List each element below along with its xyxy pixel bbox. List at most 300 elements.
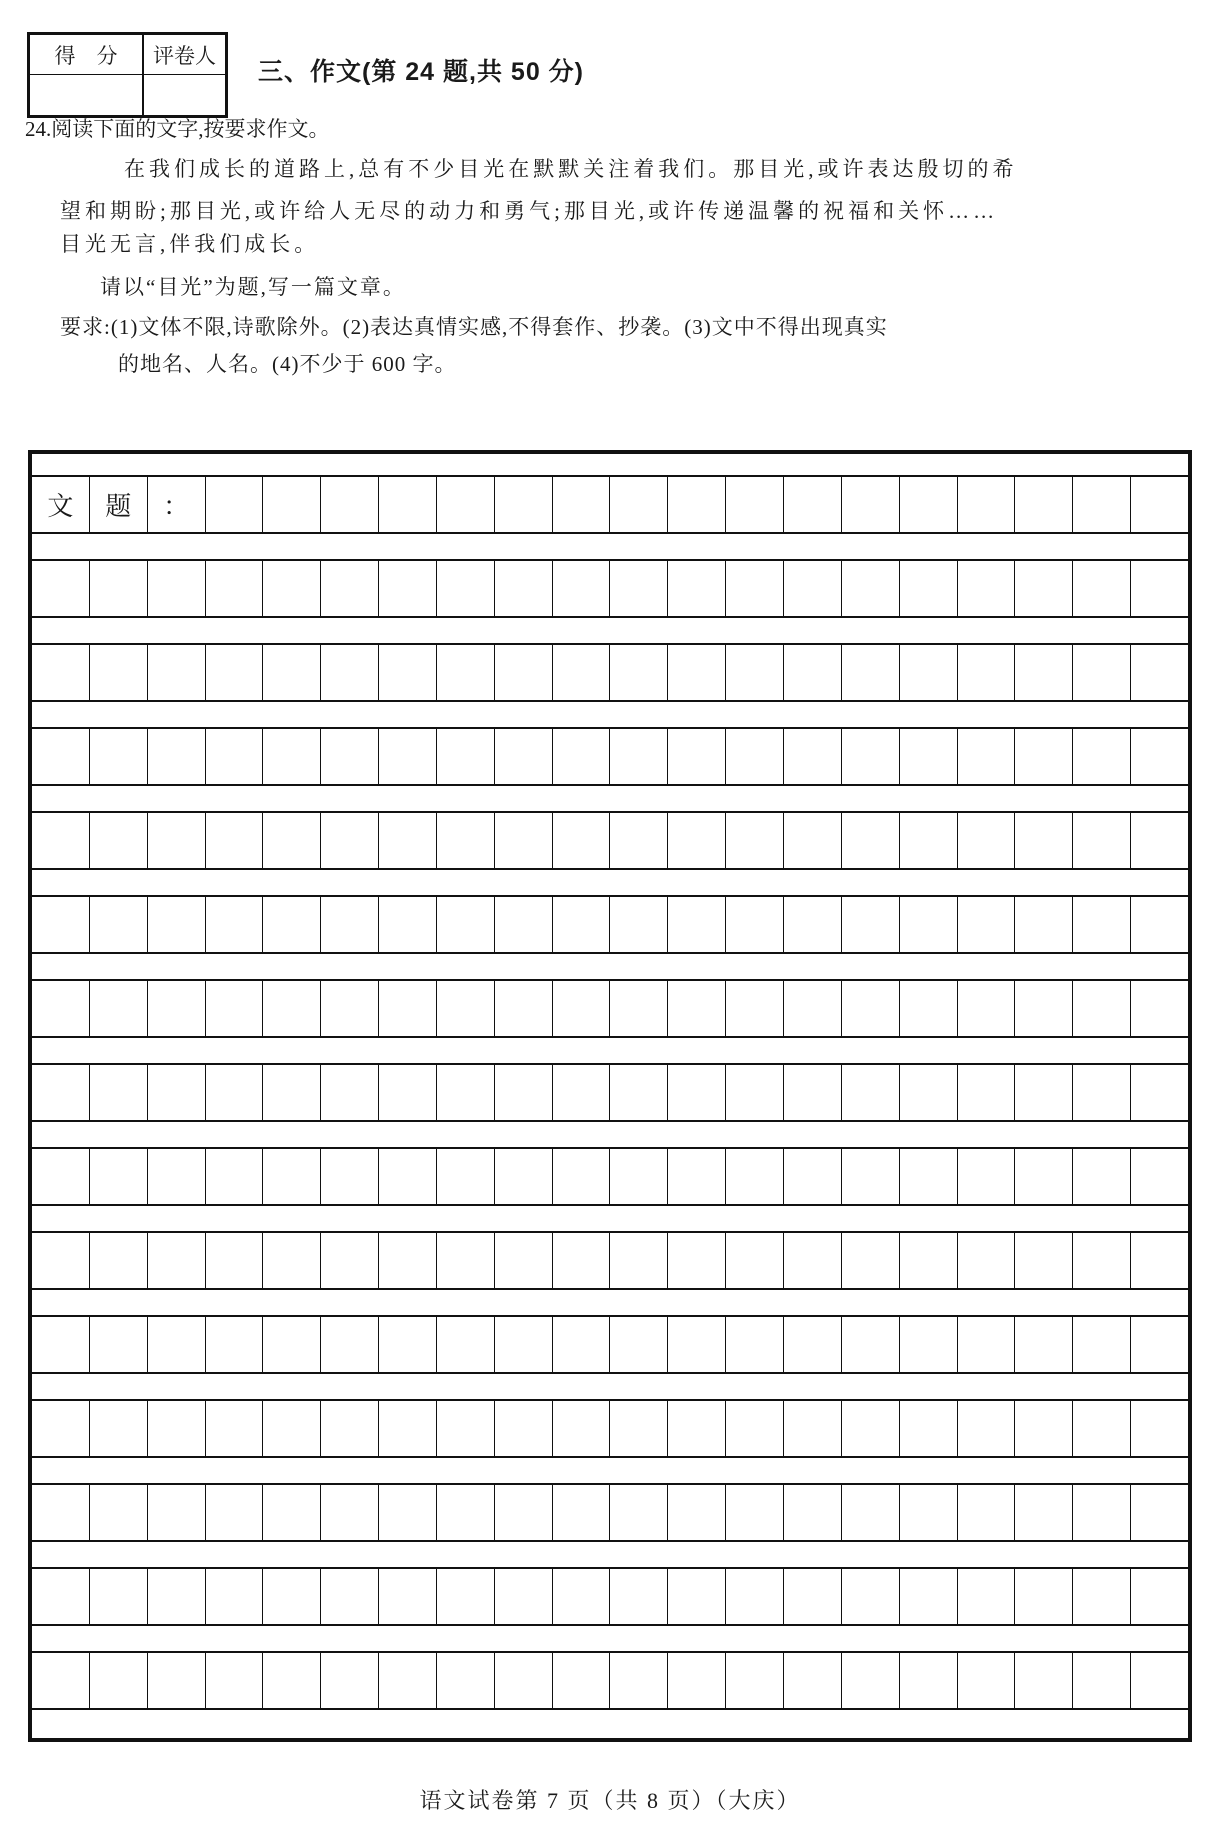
essay-cell [726,477,784,532]
essay-cell [784,1653,842,1708]
essay-cell [900,1317,958,1372]
essay-cell [90,897,148,952]
essay-cell [90,645,148,700]
essay-cell [610,1317,668,1372]
essay-cell [437,561,495,616]
essay-cell [784,645,842,700]
essay-cell [1131,897,1188,952]
essay-cell [726,1653,784,1708]
essay-cell [1131,813,1188,868]
essay-cell [1015,1569,1073,1624]
essay-cell [90,981,148,1036]
essay-cell [206,729,264,784]
essay-cell [206,645,264,700]
essay-cell [553,1317,611,1372]
essay-title-cell: ： [148,477,206,532]
essay-cell [321,1065,379,1120]
essay-cell [1015,981,1073,1036]
essay-cell [784,477,842,532]
essay-cell [263,1401,321,1456]
essay-cell [784,1317,842,1372]
passage-line: 望和期盼;那目光,或许给人无尽的动力和勇气;那目光,或许传递温馨的祝福和关怀…… [60,199,999,223]
essay-cell [206,1149,264,1204]
essay-cell [842,813,900,868]
essay-cell [263,981,321,1036]
essay-cell [1073,1485,1131,1540]
essay-cell [1073,1653,1131,1708]
essay-cell [206,477,264,532]
essay-cell [437,1653,495,1708]
essay-cell [958,1065,1016,1120]
essay-cell [321,813,379,868]
essay-cell [379,981,437,1036]
essay-cell [1131,1485,1188,1540]
score-value-cell [30,75,144,115]
essay-cell [610,981,668,1036]
essay-cell [321,1233,379,1288]
essay-cell [610,1485,668,1540]
essay-cell [263,1065,321,1120]
essay-cell [263,1233,321,1288]
essay-cell [900,645,958,700]
essay-cell [1015,729,1073,784]
essay-cell [90,1485,148,1540]
essay-cell [148,729,206,784]
essay-cell [900,1065,958,1120]
essay-cell [321,1401,379,1456]
essay-cell [784,729,842,784]
essay-cell [321,477,379,532]
essay-cell [1015,1653,1073,1708]
essay-cell [610,1401,668,1456]
essay-cell [263,1317,321,1372]
essay-cell [784,897,842,952]
essay-cell [321,1653,379,1708]
essay-cell [900,477,958,532]
essay-cell [379,1485,437,1540]
essay-cell [668,561,726,616]
essay-cell [495,1233,553,1288]
essay-cell [842,1401,900,1456]
essay-cell [32,1065,90,1120]
requirement-line: 要求:(1)文体不限,诗歌除外。(2)表达真情实感,不得套作、抄袭。(3)文中不得出现真实 [60,315,888,339]
question-number-line: 24.阅读下面的文字,按要求作文。 [25,117,330,141]
essay-cell [1131,729,1188,784]
essay-cell [321,1149,379,1204]
essay-cell [553,561,611,616]
essay-cell [784,1065,842,1120]
essay-cell [321,561,379,616]
essay-cell [263,1485,321,1540]
essay-grid-row [32,1063,1188,1122]
essay-cell [958,729,1016,784]
essay-cell [263,1569,321,1624]
essay-cell [379,561,437,616]
essay-cell [495,1065,553,1120]
essay-cell [495,1653,553,1708]
essay-cell [958,1317,1016,1372]
essay-cell [610,813,668,868]
essay-cell [90,1233,148,1288]
essay-cell [1073,1401,1131,1456]
essay-cell [1015,477,1073,532]
essay-cell [668,1065,726,1120]
essay-cell [32,1233,90,1288]
essay-cell [495,1569,553,1624]
essay-cell [495,813,553,868]
essay-cell [263,813,321,868]
essay-cell [900,1569,958,1624]
essay-cell [148,1149,206,1204]
essay-title-cell: 题 [90,477,148,532]
essay-cell [90,1569,148,1624]
essay-cell [1015,561,1073,616]
essay-cell [437,1317,495,1372]
essay-cell [90,1317,148,1372]
essay-cell [1015,1317,1073,1372]
essay-cell [206,1401,264,1456]
essay-cell [900,1401,958,1456]
essay-cell [958,1653,1016,1708]
essay-cell [32,1401,90,1456]
essay-cell [1073,981,1131,1036]
essay-cell [148,645,206,700]
essay-cell [958,981,1016,1036]
essay-cell [321,1485,379,1540]
essay-cell [726,1317,784,1372]
essay-cell [842,729,900,784]
essay-cell [842,1233,900,1288]
essay-cell [1073,645,1131,700]
essay-cell [263,897,321,952]
essay-cell [1015,645,1073,700]
essay-cell [90,729,148,784]
essay-cell [32,1569,90,1624]
essay-grid-row [32,979,1188,1038]
essay-cell [437,1485,495,1540]
essay-cell [900,1149,958,1204]
essay-cell [1131,1401,1188,1456]
passage-line: 在我们成长的道路上,总有不少目光在默默关注着我们。那目光,或许表达殷切的希 [124,157,1018,181]
essay-cell [784,1401,842,1456]
essay-grid-row [32,1651,1188,1710]
essay-cell [379,897,437,952]
essay-cell [553,1569,611,1624]
essay-cell [553,981,611,1036]
score-header-label: 得 分 [30,35,144,75]
essay-cell [1131,1569,1188,1624]
essay-cell [1131,477,1188,532]
essay-cell [553,1065,611,1120]
score-box [27,32,228,118]
essay-cell [784,813,842,868]
essay-cell [1131,561,1188,616]
essay-cell [900,813,958,868]
essay-grid-row [32,727,1188,786]
grader-value-cell [144,75,225,115]
essay-cell [668,1149,726,1204]
essay-cell [553,645,611,700]
essay-cell [206,1485,264,1540]
essay-cell [900,897,958,952]
essay-cell [1131,1653,1188,1708]
essay-cell [148,1233,206,1288]
essay-cell [437,1149,495,1204]
essay-cell [437,981,495,1036]
essay-cell [553,1401,611,1456]
essay-cell [842,897,900,952]
essay-cell [726,1485,784,1540]
essay-cell [958,813,1016,868]
essay-cell [668,981,726,1036]
essay-cell [206,981,264,1036]
essay-cell [610,729,668,784]
essay-cell [1073,1569,1131,1624]
essay-cell [437,1065,495,1120]
essay-cell [148,1653,206,1708]
essay-cell [437,1233,495,1288]
essay-cell [1015,1065,1073,1120]
essay-cell [1073,813,1131,868]
essay-cell [495,1401,553,1456]
essay-cell [379,1149,437,1204]
essay-cell [784,981,842,1036]
essay-cell [437,1401,495,1456]
essay-cell [495,477,553,532]
essay-cell [437,729,495,784]
essay-cell [32,561,90,616]
essay-cell [610,477,668,532]
essay-cell [958,477,1016,532]
essay-cell [495,561,553,616]
essay-cell [206,813,264,868]
essay-cell [90,1401,148,1456]
essay-cell [437,477,495,532]
essay-cell [1015,813,1073,868]
essay-cell [263,1653,321,1708]
essay-cell [379,1401,437,1456]
page-footer: 语文试卷第 7 页（共 8 页）（大庆） [419,1788,801,1813]
essay-cell [148,1401,206,1456]
essay-cell [553,897,611,952]
essay-cell [842,1065,900,1120]
essay-cell [32,813,90,868]
essay-cell [379,729,437,784]
essay-cell [32,1653,90,1708]
essay-cell [495,897,553,952]
essay-cell [206,897,264,952]
essay-cell [842,645,900,700]
essay-cell [610,1653,668,1708]
essay-cell [148,813,206,868]
essay-cell [726,981,784,1036]
essay-cell [495,1485,553,1540]
essay-cell [553,477,611,532]
essay-cell [148,1317,206,1372]
essay-cell [900,729,958,784]
essay-cell [32,897,90,952]
essay-cell [90,1653,148,1708]
essay-cell [610,1233,668,1288]
essay-cell [1073,1065,1131,1120]
essay-cell [206,1569,264,1624]
essay-cell [321,1317,379,1372]
essay-cell [842,1485,900,1540]
essay-cell [90,813,148,868]
essay-cell [958,1485,1016,1540]
essay-cell [726,561,784,616]
essay-cell [495,981,553,1036]
essay-cell [842,477,900,532]
essay-cell [379,477,437,532]
essay-cell [90,561,148,616]
essay-cell [610,645,668,700]
essay-cell [437,813,495,868]
essay-grid-row [32,559,1188,618]
essay-cell [1073,477,1131,532]
essay-cell [553,1653,611,1708]
essay-cell [437,1569,495,1624]
section-title: 三、作文(第 24 题,共 50 分) [258,58,584,86]
essay-cell [726,645,784,700]
essay-cell [321,1569,379,1624]
essay-cell [379,1653,437,1708]
essay-cell [553,1149,611,1204]
essay-cell [437,645,495,700]
essay-cell [32,1149,90,1204]
essay-cell [379,1317,437,1372]
essay-cell [321,645,379,700]
essay-cell [321,981,379,1036]
essay-cell [610,1065,668,1120]
essay-cell [958,1149,1016,1204]
essay-cell [668,1569,726,1624]
essay-grid-row [32,1483,1188,1542]
essay-cell [668,477,726,532]
essay-cell [1015,1149,1073,1204]
essay-cell [206,1233,264,1288]
essay-grid-row [32,895,1188,954]
essay-cell [726,1401,784,1456]
essay-cell [206,1317,264,1372]
essay-cell [148,1569,206,1624]
essay-grid-row [32,1399,1188,1458]
essay-cell [495,729,553,784]
essay-cell [1073,561,1131,616]
essay-cell [668,1485,726,1540]
essay-grid-row [32,1147,1188,1206]
essay-cell [842,981,900,1036]
essay-cell [668,897,726,952]
essay-cell [900,981,958,1036]
essay-cell [495,645,553,700]
essay-cell [206,1653,264,1708]
essay-cell [379,813,437,868]
essay-cell [958,1569,1016,1624]
essay-cell [900,561,958,616]
essay-cell [1073,729,1131,784]
essay-grid-row [32,811,1188,870]
essay-cell [32,981,90,1036]
essay-cell [958,1401,1016,1456]
essay-title-cell: 文 [32,477,90,532]
essay-grid-row [32,1315,1188,1374]
essay-cell [495,1317,553,1372]
essay-cell [148,1485,206,1540]
essay-cell [1131,981,1188,1036]
essay-cell [958,645,1016,700]
essay-cell [90,1065,148,1120]
essay-cell [726,729,784,784]
essay-grid-row [32,643,1188,702]
essay-cell [1073,1149,1131,1204]
essay-cell [379,1569,437,1624]
essay-cell [1131,645,1188,700]
essay-cell [206,561,264,616]
essay-cell [1073,1317,1131,1372]
essay-cell [90,1149,148,1204]
essay-cell [958,561,1016,616]
essay-cell [1131,1065,1188,1120]
essay-cell [668,645,726,700]
essay-cell [958,1233,1016,1288]
essay-cell [1015,1485,1073,1540]
essay-cell [1073,897,1131,952]
essay-cell [668,1317,726,1372]
essay-cell [610,1149,668,1204]
essay-cell [842,1653,900,1708]
essay-grid-row [32,1231,1188,1290]
essay-cell [1073,1233,1131,1288]
essay-cell [1131,1317,1188,1372]
essay-cell [668,1233,726,1288]
essay-cell [321,729,379,784]
essay-prompt-line: 请以“目光”为题,写一篇文章。 [100,275,406,299]
essay-cell [668,729,726,784]
essay-cell [842,1317,900,1372]
essay-cell [263,561,321,616]
essay-cell [379,1233,437,1288]
essay-cell [726,813,784,868]
essay-cell [263,477,321,532]
essay-cell [610,1569,668,1624]
essay-cell [148,981,206,1036]
essay-cell [900,1485,958,1540]
essay-cell [32,645,90,700]
essay-cell [321,897,379,952]
essay-cell [784,1569,842,1624]
essay-cell [32,729,90,784]
essay-cell [1131,1233,1188,1288]
essay-cell [379,645,437,700]
essay-cell [437,897,495,952]
essay-grid-row [32,1567,1188,1626]
essay-cell [726,1569,784,1624]
essay-cell [553,729,611,784]
essay-cell [263,1149,321,1204]
essay-cell [784,1485,842,1540]
essay-cell [553,1233,611,1288]
essay-cell [495,1149,553,1204]
essay-grid-row [32,475,1188,534]
essay-cell [900,1653,958,1708]
essay-cell [668,1653,726,1708]
essay-cell [553,813,611,868]
essay-grid [28,450,1192,1742]
essay-cell [206,1065,264,1120]
essay-cell [668,1401,726,1456]
essay-cell [726,1149,784,1204]
